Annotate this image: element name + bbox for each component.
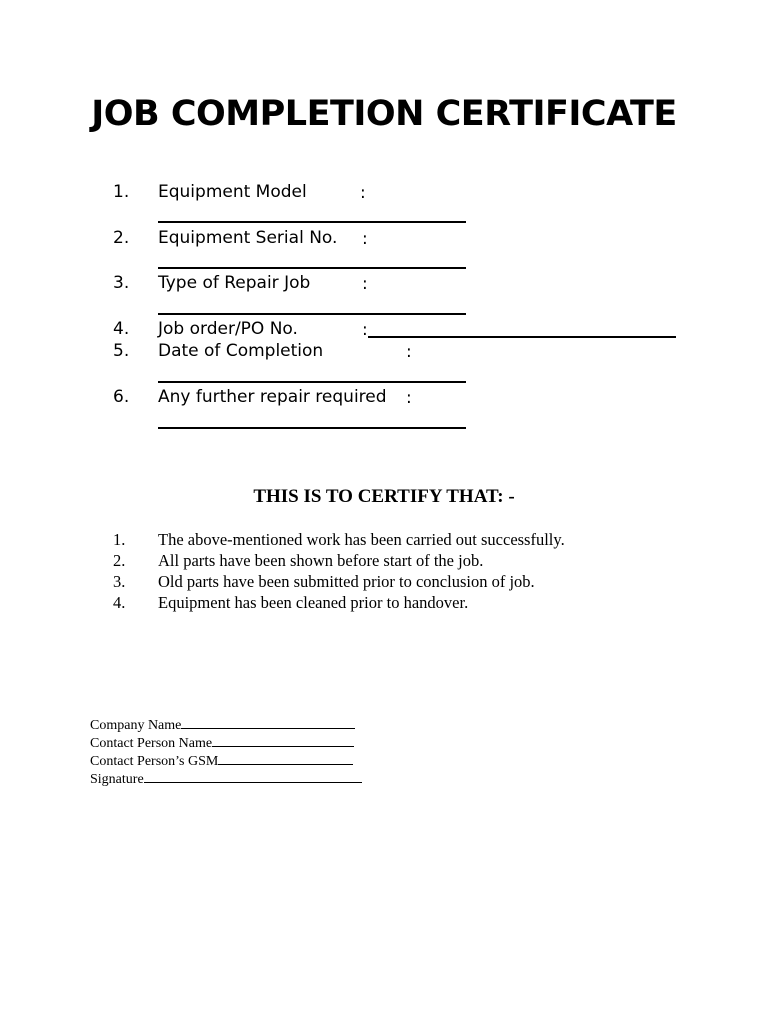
signature-field-label: Contact Person’s GSM [90,754,219,769]
field-label: Type of Repair Job [158,273,311,293]
field-blank-line [158,313,466,315]
field-blank-line [158,267,466,269]
field-colon: : [360,183,366,203]
list-item-text: Old parts have been submitted prior to conclusion of job. [158,572,535,591]
document-title: JOB COMPLETION CERTIFICATE [91,94,677,134]
field-number: 6. [113,387,130,407]
field-label: Any further repair required [158,387,387,407]
field-number: 5. [113,341,130,361]
field-colon: : [406,342,412,362]
contact-person-name-line [90,734,354,753]
field-label: Equipment Serial No. [158,228,338,248]
signature-field-label: Company Name [90,718,182,733]
list-item-number: 1. [113,530,126,549]
field-label: Equipment Model [158,182,307,202]
field-blank-line [368,336,676,338]
list-item-number: 2. [113,551,126,570]
signature-field-blank [218,752,353,765]
field-number: 2. [113,228,130,248]
signature-field-blank [181,716,355,729]
signature-line [90,770,362,789]
signature-field-label: Signature [90,772,144,787]
list-item-text: All parts have been shown before start of the job. [158,551,484,570]
contact-person-gsm-line [90,752,353,771]
list-item-text: Equipment has been cleaned prior to handover. [158,593,469,612]
field-number: 4. [113,319,130,339]
list-item-number: 4. [113,593,126,612]
field-label: Job order/PO No. [158,319,298,339]
field-colon: : [362,229,368,249]
field-number: 1. [113,182,130,202]
field-label: Date of Completion [158,341,324,361]
field-blank-line [158,221,466,223]
signature-field-blank [212,734,354,747]
list-item-text: The above-mentioned work has been carried out successfully. [158,530,565,549]
field-colon: : [362,320,368,340]
field-colon: : [362,274,368,294]
list-item-number: 3. [113,572,126,591]
field-number: 3. [113,273,130,293]
field-colon: : [406,388,412,408]
certify-heading: THIS IS TO CERTIFY THAT: - [253,486,515,507]
signature-field-blank [144,770,362,783]
field-blank-line [158,381,466,383]
field-blank-line [158,427,466,429]
signature-field-label: Contact Person Name [90,736,213,751]
company-name-line [90,716,355,735]
